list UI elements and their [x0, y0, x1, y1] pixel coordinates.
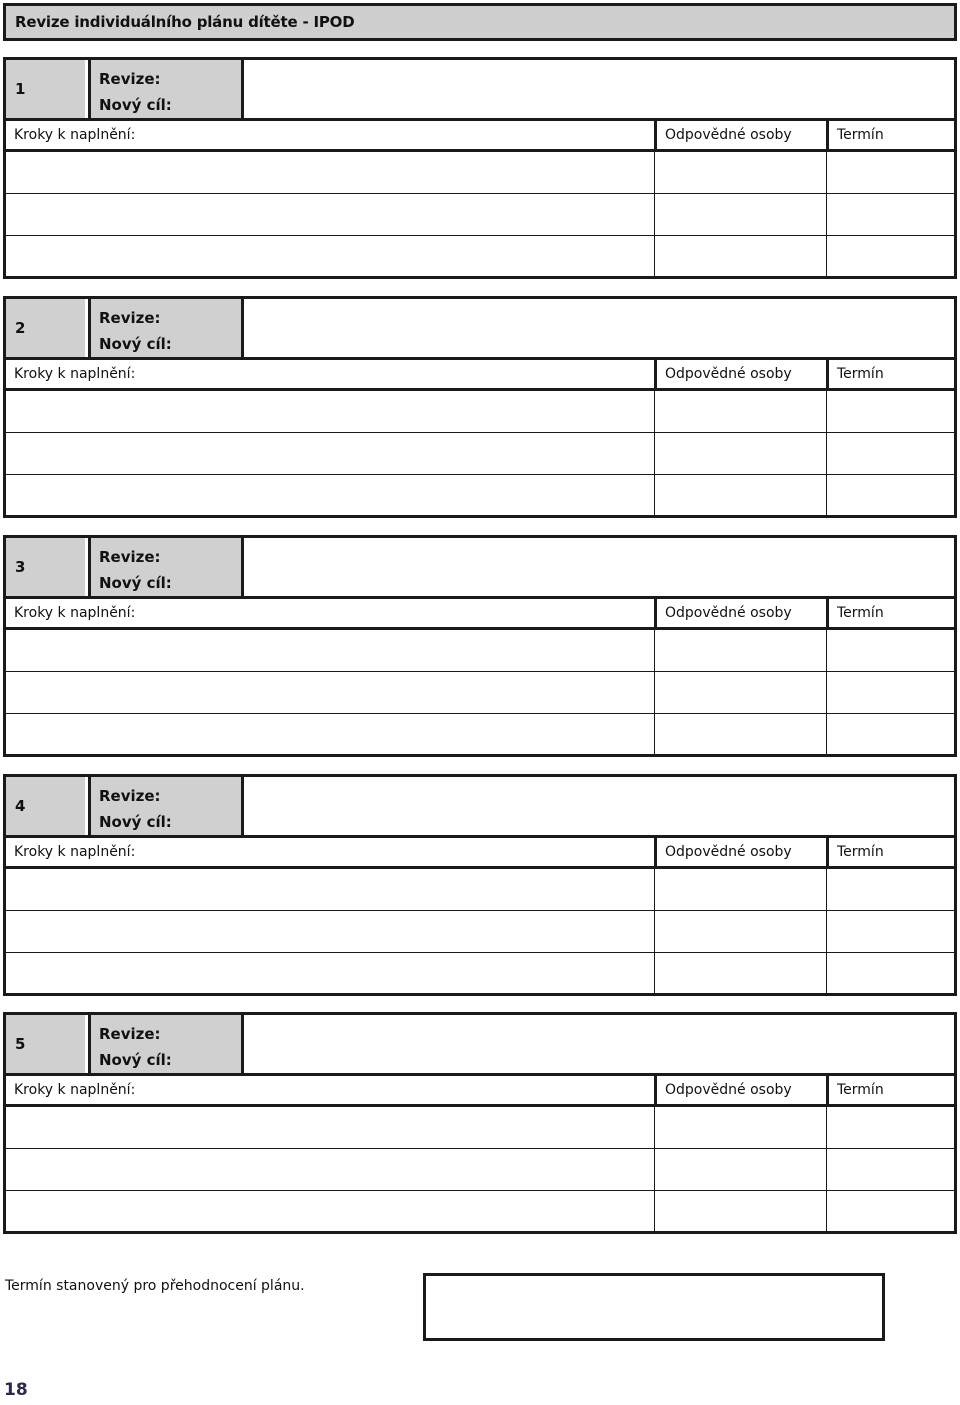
step-row	[6, 630, 954, 672]
step-cell[interactable]	[6, 1191, 654, 1231]
step-cell[interactable]	[6, 714, 654, 754]
responsible-cell[interactable]	[654, 672, 826, 713]
revize-label: Revize:	[99, 548, 161, 566]
responsible-cell[interactable]	[654, 953, 826, 993]
deadline-header: Termín	[826, 1076, 954, 1104]
deadline-cell[interactable]	[826, 672, 954, 713]
deadline-header: Termín	[826, 360, 954, 388]
novy-cil-label: Nový cíl:	[99, 335, 172, 353]
column-header-row	[6, 838, 954, 869]
responsible-cell[interactable]	[654, 1191, 826, 1231]
responsible-cell[interactable]	[654, 911, 826, 952]
column-header-row	[6, 121, 954, 152]
goal-number: 1	[6, 60, 85, 118]
responsible-cell[interactable]	[654, 391, 826, 432]
responsible-cell[interactable]	[654, 475, 826, 515]
step-cell[interactable]	[6, 152, 654, 193]
deadline-cell[interactable]	[826, 953, 954, 993]
goal-header-row	[6, 60, 954, 121]
novy-cil-label: Nový cíl:	[99, 574, 172, 592]
deadline-cell[interactable]	[826, 152, 954, 193]
goal-labels	[88, 299, 244, 357]
deadline-cell[interactable]	[826, 236, 954, 276]
deadline-header: Termín	[826, 838, 954, 866]
revize-label: Revize:	[99, 70, 161, 88]
goal-labels	[88, 60, 244, 118]
steps-header: Kroky k naplnění:	[14, 1082, 136, 1098]
goal-text-field[interactable]	[244, 299, 954, 357]
revize-label: Revize:	[99, 787, 161, 805]
responsible-cell[interactable]	[654, 236, 826, 276]
goal-block-4	[3, 774, 957, 996]
goal-labels	[88, 1015, 244, 1073]
step-cell[interactable]	[6, 630, 654, 671]
responsible-header: Odpovědné osoby	[654, 121, 826, 149]
responsible-cell[interactable]	[654, 152, 826, 193]
novy-cil-label: Nový cíl:	[99, 1051, 172, 1069]
column-header-row	[6, 360, 954, 391]
step-cell[interactable]	[6, 433, 654, 474]
goal-header-row	[6, 1015, 954, 1076]
deadline-cell[interactable]	[826, 714, 954, 754]
column-header-row	[6, 1076, 954, 1107]
deadline-cell[interactable]	[826, 1107, 954, 1148]
step-row	[6, 672, 954, 714]
step-row	[6, 714, 954, 754]
goal-text-field[interactable]	[244, 777, 954, 835]
step-cell[interactable]	[6, 236, 654, 276]
goal-labels	[88, 538, 244, 596]
form-title: Revize individuálního plánu dítěte - IPOD	[15, 13, 355, 31]
goal-header-row	[6, 538, 954, 599]
step-row	[6, 194, 954, 236]
deadline-cell[interactable]	[826, 194, 954, 235]
page-number: 18	[4, 1380, 28, 1400]
deadline-header: Termín	[826, 121, 954, 149]
responsible-cell[interactable]	[654, 714, 826, 754]
step-cell[interactable]	[6, 953, 654, 993]
deadline-cell[interactable]	[826, 869, 954, 910]
goal-block-3	[3, 535, 957, 757]
step-cell[interactable]	[6, 391, 654, 432]
goal-number: 2	[6, 299, 85, 357]
goal-block-5	[3, 1012, 957, 1234]
goal-text-field[interactable]	[244, 60, 954, 118]
step-cell[interactable]	[6, 869, 654, 910]
responsible-cell[interactable]	[654, 194, 826, 235]
step-row	[6, 236, 954, 276]
step-row	[6, 911, 954, 953]
responsible-cell[interactable]	[654, 1149, 826, 1190]
responsible-cell[interactable]	[654, 869, 826, 910]
step-row	[6, 475, 954, 515]
deadline-cell[interactable]	[826, 475, 954, 515]
step-row	[6, 433, 954, 475]
step-row	[6, 391, 954, 433]
novy-cil-label: Nový cíl:	[99, 96, 172, 114]
deadline-cell[interactable]	[826, 630, 954, 671]
responsible-header: Odpovědné osoby	[654, 1076, 826, 1104]
responsible-cell[interactable]	[654, 433, 826, 474]
goal-number: 4	[6, 777, 85, 835]
goal-text-field[interactable]	[244, 1015, 954, 1073]
step-row	[6, 1191, 954, 1231]
responsible-header: Odpovědné osoby	[654, 838, 826, 866]
form-title-bar	[3, 3, 957, 41]
goal-header-row	[6, 777, 954, 838]
steps-header: Kroky k naplnění:	[14, 605, 136, 621]
column-header-row	[6, 599, 954, 630]
deadline-header: Termín	[826, 599, 954, 627]
deadline-cell[interactable]	[826, 1191, 954, 1231]
step-row	[6, 953, 954, 993]
step-cell[interactable]	[6, 475, 654, 515]
deadline-cell[interactable]	[826, 1149, 954, 1190]
step-row	[6, 152, 954, 194]
review-date-field[interactable]	[423, 1273, 885, 1341]
responsible-header: Odpovědné osoby	[654, 599, 826, 627]
steps-header: Kroky k naplnění:	[14, 127, 136, 143]
goal-block-2	[3, 296, 957, 518]
responsible-header: Odpovědné osoby	[654, 360, 826, 388]
step-cell[interactable]	[6, 1149, 654, 1190]
goal-text-field[interactable]	[244, 538, 954, 596]
review-date-label: Termín stanovený pro přehodnocení plánu.	[5, 1278, 305, 1294]
step-row	[6, 1149, 954, 1191]
steps-header: Kroky k naplnění:	[14, 844, 136, 860]
step-row	[6, 1107, 954, 1149]
novy-cil-label: Nový cíl:	[99, 813, 172, 831]
deadline-cell[interactable]	[826, 391, 954, 432]
goal-labels	[88, 777, 244, 835]
goal-number: 3	[6, 538, 85, 596]
step-cell[interactable]	[6, 911, 654, 952]
goal-number: 5	[6, 1015, 85, 1073]
goal-header-row	[6, 299, 954, 360]
deadline-cell[interactable]	[826, 911, 954, 952]
deadline-cell[interactable]	[826, 433, 954, 474]
step-cell[interactable]	[6, 1107, 654, 1148]
revize-label: Revize:	[99, 309, 161, 327]
step-row	[6, 869, 954, 911]
steps-header: Kroky k naplnění:	[14, 366, 136, 382]
step-cell[interactable]	[6, 672, 654, 713]
revize-label: Revize:	[99, 1025, 161, 1043]
responsible-cell[interactable]	[654, 1107, 826, 1148]
goal-block-1	[3, 57, 957, 279]
step-cell[interactable]	[6, 194, 654, 235]
responsible-cell[interactable]	[654, 630, 826, 671]
